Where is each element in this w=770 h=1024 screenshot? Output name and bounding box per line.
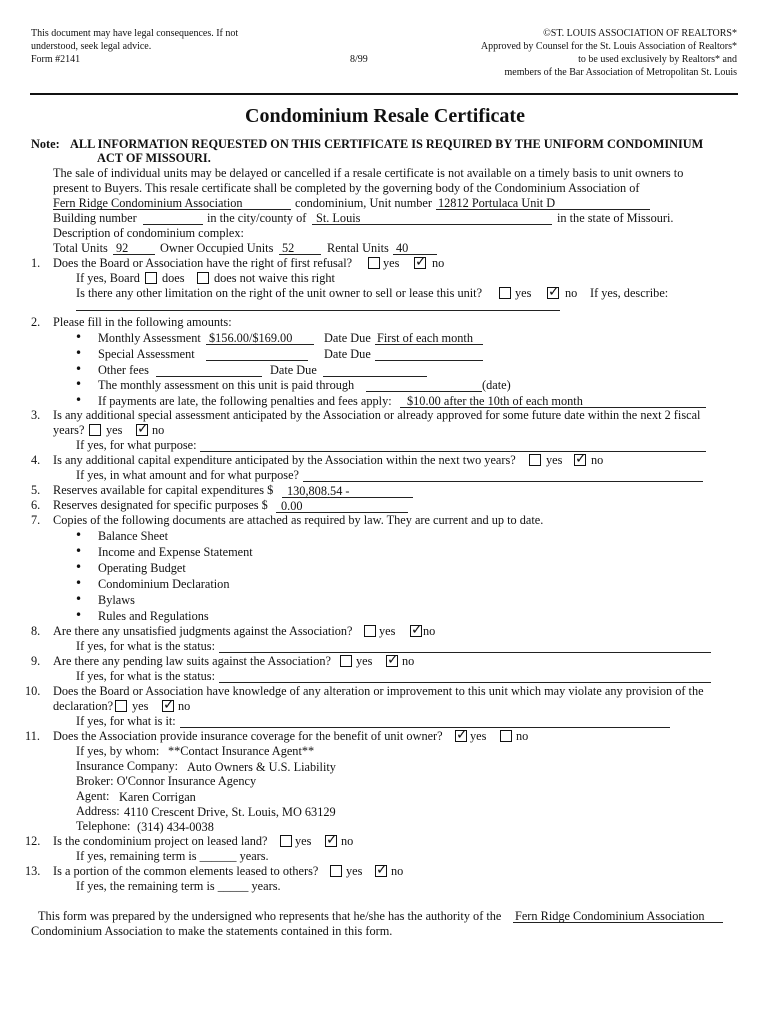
bullet: • <box>75 592 83 606</box>
other-fees-label: Other fees <box>98 363 149 377</box>
paid-through-field[interactable] <box>366 391 482 392</box>
q8-yes-checkbox[interactable] <box>364 625 376 637</box>
monthly-underline <box>206 344 314 345</box>
q1-question: Does the Board or Association have the right of first refusal? <box>53 256 353 270</box>
condominium-unit-label: condominium, Unit number <box>295 196 432 210</box>
bullet: • <box>75 560 83 574</box>
reserves-capital-field[interactable]: 130,808.54 - <box>287 484 350 498</box>
q1-number: 1. <box>31 256 41 270</box>
broker-field[interactable]: Broker: O'Connor Insurance Agency <box>76 774 257 788</box>
bullet: • <box>75 346 83 360</box>
q6-number: 6. <box>31 498 41 512</box>
checkmark-icon: ✓ <box>376 862 388 878</box>
paid-through-date-label: (date) <box>482 378 511 392</box>
q12-no-checkbox[interactable] <box>325 832 338 848</box>
city-underline <box>312 224 552 225</box>
q5-underline <box>282 497 413 498</box>
q10-question: Does the Board or Association have knowledge of any alteration or improvement to this unit which may violate any provision of the <box>53 684 704 698</box>
late-fees-field[interactable]: $10.00 after the 10th of each month <box>407 394 583 408</box>
q2-number: 2. <box>31 315 41 329</box>
q2-question: Please fill in the following amounts: <box>53 315 232 329</box>
q10-no-label: no <box>178 699 191 713</box>
checkmark-icon: ✓ <box>163 697 175 713</box>
q3-purpose-label: If yes, for what purpose: <box>76 438 197 452</box>
q9-yes-checkbox[interactable] <box>340 655 352 667</box>
rental-units-label: Rental Units <box>327 241 389 255</box>
q9-yes-label: yes <box>356 654 373 668</box>
owner-occupied-field[interactable]: 52 <box>282 241 295 255</box>
q11-no-checkbox[interactable] <box>500 730 512 742</box>
q12-question: Is the condominium project on leased land? <box>53 834 268 848</box>
q11-yes-checkbox[interactable] <box>455 727 468 743</box>
q4-amount-label: If yes, in what amount and for what purpose? <box>76 468 299 482</box>
q12-number: 12. <box>25 834 41 848</box>
q11-no-label: no <box>516 729 529 743</box>
q9-question: Are there any pending law suits against the Association? <box>53 654 331 668</box>
form-number: Form #2141 <box>31 54 81 65</box>
q1-board-label: If yes, Board <box>76 271 140 285</box>
doc-balance-sheet: Balance Sheet <box>98 529 168 543</box>
q13-no-checkbox[interactable] <box>375 862 388 878</box>
header-exclusive: to be used exclusively by Realtors* and <box>578 54 737 65</box>
q10-declaration: declaration? <box>53 699 114 713</box>
special-due-field[interactable] <box>375 360 483 361</box>
telephone-field[interactable]: (314) 434-0038 <box>137 820 214 834</box>
q7-number: 7. <box>31 513 41 527</box>
q11-by-whom-label: If yes, by whom: <box>76 744 160 758</box>
monthly-assessment-field[interactable]: $156.00/$169.00 <box>209 331 293 345</box>
city-field[interactable]: St. Louis <box>316 211 361 225</box>
q3-no-label: no <box>152 423 165 437</box>
footer-association-field[interactable]: Fern Ridge Condominium Association <box>515 909 705 923</box>
bullet: • <box>75 544 83 558</box>
bullet: • <box>75 377 83 391</box>
reserves-designated-field[interactable]: 0.00 <box>281 499 303 513</box>
q8-no-checkbox[interactable] <box>410 622 423 638</box>
special-assessment-field[interactable] <box>206 360 308 361</box>
q8-number: 8. <box>31 624 41 638</box>
q1b-yes-checkbox[interactable] <box>499 287 511 299</box>
total-units-label: Total Units <box>53 241 108 255</box>
special-assessment-label: Special Assessment <box>98 347 195 361</box>
q12-remaining-term[interactable]: If yes, remaining term is ______ years. <box>76 849 269 863</box>
q8-no-label: no <box>423 624 436 638</box>
q10-number: 10. <box>25 684 41 698</box>
q10-what-label: If yes, for what is it: <box>76 714 176 728</box>
total-underline <box>113 254 155 255</box>
q1-other-limitation: Is there any other limitation on the right of the unit owner to sell or lease this unit? <box>76 286 483 300</box>
q13-number: 13. <box>25 864 41 878</box>
q13-question: Is a portion of the common elements leased to others? <box>53 864 319 878</box>
address-label: Address: <box>76 804 120 818</box>
telephone-label: Telephone: <box>76 819 131 833</box>
total-units-field[interactable]: 92 <box>116 241 129 255</box>
q13-yes-checkbox[interactable] <box>330 865 342 877</box>
q3-yes-checkbox[interactable] <box>89 424 101 436</box>
owner-occupied-label: Owner Occupied Units <box>160 241 274 255</box>
q7-question: Copies of the following documents are attached as required by law. They are current and up to date. <box>53 513 544 527</box>
due-underline <box>375 344 483 345</box>
bullet: • <box>75 330 83 344</box>
doc-bylaws: Bylaws <box>98 593 135 607</box>
checkmark-icon: ✓ <box>387 652 399 668</box>
owner-underline <box>279 254 321 255</box>
q10-what-field[interactable] <box>180 727 670 728</box>
header-disclaimer-1: This document may have legal consequences. If not <box>31 28 239 39</box>
q1-yes-checkbox[interactable] <box>368 257 380 269</box>
q1b-yes-label: yes <box>515 286 532 300</box>
association-underline <box>53 209 291 210</box>
q8-status-label: If yes, for what is the status: <box>76 639 215 653</box>
bullet: • <box>75 608 83 622</box>
q4-number: 4. <box>31 453 41 467</box>
unit-number-field[interactable]: 12812 Portulaca Unit D <box>438 196 556 210</box>
q4-yes-label: yes <box>546 453 563 467</box>
monthly-due-field[interactable]: First of each month <box>377 331 473 345</box>
checkmark-icon: ✓ <box>137 421 149 437</box>
checkmark-icon: ✓ <box>575 451 587 467</box>
header-disclaimer-2: understood, seek legal advice. <box>31 41 152 52</box>
q3-yes-label: yes <box>106 423 123 437</box>
q1-describe-field[interactable] <box>76 310 560 311</box>
doc-rules: Rules and Regulations <box>98 609 209 623</box>
q1-no-checkbox[interactable] <box>414 254 427 270</box>
q3-years: years? <box>53 423 85 437</box>
q1-describe-label: If yes, describe: <box>590 286 669 300</box>
footer-statement-2: Condominium Association to make the statements contained in this form. <box>31 924 393 938</box>
header-divider <box>30 93 738 95</box>
q9-no-label: no <box>402 654 415 668</box>
q9-status-label: If yes, for what is the status: <box>76 669 215 683</box>
doc-income-expense: Income and Expense Statement <box>98 545 253 559</box>
bullet: • <box>75 576 83 590</box>
q10-yes-checkbox[interactable] <box>115 700 127 712</box>
state-label: in the state of Missouri. <box>557 211 674 225</box>
checkmark-icon: ✓ <box>415 254 427 270</box>
q9-no-checkbox[interactable] <box>386 652 399 668</box>
header-members: members of the Bar Association of Metropolitan St. Louis <box>504 67 737 78</box>
q3-number: 3. <box>31 408 41 422</box>
q10-no-checkbox[interactable] <box>162 697 175 713</box>
description-label: Description of condominium complex: <box>53 226 244 240</box>
footer-underline <box>513 922 723 923</box>
q4-question: Is any additional capital expenditure anticipated by the Association within the next two years? <box>53 453 516 467</box>
header-approved: Approved by Counsel for the St. Louis Association of Realtors* <box>480 41 737 52</box>
q9-status-field[interactable] <box>219 682 711 683</box>
intro-paragraph-1: The sale of individual units may be delayed or cancelled if a resale certificate is not available on a timely basis to unit owners to <box>53 166 684 180</box>
checkmark-icon: ✓ <box>326 832 338 848</box>
note-line-2: ACT OF MISSOURI. <box>97 151 211 165</box>
q8-status-field[interactable] <box>219 652 711 653</box>
q3-no-checkbox[interactable] <box>136 421 149 437</box>
bullet: • <box>75 362 83 376</box>
monthly-due-label: Date Due <box>324 331 371 345</box>
note-label: Note: <box>31 137 60 151</box>
bullet: • <box>75 393 83 407</box>
q1-yes-label: yes <box>383 256 400 270</box>
doc-declaration: Condominium Declaration <box>98 577 230 591</box>
checkmark-icon: ✓ <box>456 727 468 743</box>
note-line-1: ALL INFORMATION REQUESTED ON THIS CERTIFICATE IS REQUIRED BY THE UNIFORM CONDOMINIUM <box>70 137 704 151</box>
q4-amount-field[interactable] <box>303 481 703 482</box>
q6-label: Reserves designated for specific purposes $ <box>53 498 268 512</box>
special-due-label: Date Due <box>324 347 371 361</box>
checkmark-icon: ✓ <box>548 284 560 300</box>
other-fees-field[interactable] <box>156 376 262 377</box>
q9-number: 9. <box>31 654 41 668</box>
q11-by-whom-field[interactable]: **Contact Insurance Agent** <box>168 744 315 758</box>
q3-question: Is any additional special assessment anticipated by the Association or already approved for some future date within the next 2 fiscal <box>53 408 701 422</box>
q12-no-label: no <box>341 834 354 848</box>
q3-purpose-field[interactable] <box>200 451 706 452</box>
late-fees-label: If payments are late, the following penalties and fees apply: <box>98 394 392 408</box>
bullet: • <box>75 528 83 542</box>
building-number-field[interactable] <box>143 224 203 225</box>
q1-does-label: does <box>162 271 185 285</box>
q12-yes-checkbox[interactable] <box>280 835 292 847</box>
rental-units-field[interactable]: 40 <box>396 241 409 255</box>
q1-does-not-checkbox[interactable] <box>197 272 209 284</box>
building-number-label: Building number <box>53 211 137 225</box>
q5-number: 5. <box>31 483 41 497</box>
q11-question: Does the Association provide insurance coverage for the benefit of unit owner? <box>53 729 443 743</box>
agent-field[interactable]: Karen Corrigan <box>119 790 196 804</box>
unit-underline <box>436 209 650 210</box>
association-name-field[interactable]: Fern Ridge Condominium Association <box>53 196 243 210</box>
q11-yes-label: yes <box>470 729 487 743</box>
intro-paragraph-2: present to Buyers. This resale certificate shall be completed by the governing body of the Condominium Association of <box>53 181 640 195</box>
q1b-no-checkbox[interactable] <box>547 284 560 300</box>
monthly-assessment-label: Monthly Assessment <box>98 331 201 345</box>
form-date: 8/99 <box>350 54 368 65</box>
q1-does-not-label: does not waive this right <box>214 271 335 285</box>
city-label: in the city/county of <box>207 211 307 225</box>
insurance-company-field[interactable]: Auto Owners & U.S. Liability <box>187 760 336 774</box>
q12-yes-label: yes <box>295 834 312 848</box>
q4-yes-checkbox[interactable] <box>529 454 541 466</box>
footer-statement-1: This form was prepared by the undersigned who represents that he/she has the authority of the <box>38 909 502 923</box>
q11-number: 11. <box>25 729 40 743</box>
address-field[interactable]: 4110 Crescent Drive, St. Louis, MO 63129 <box>124 805 336 819</box>
q10-yes-label: yes <box>132 699 149 713</box>
q1b-no-label: no <box>565 286 578 300</box>
q1-no-label: no <box>432 256 445 270</box>
agent-label: Agent: <box>76 789 110 803</box>
checkmark-icon: ✓ <box>411 622 423 638</box>
q13-no-label: no <box>391 864 404 878</box>
page-title: Condominium Resale Certificate <box>245 105 525 127</box>
other-due-field[interactable] <box>323 376 427 377</box>
q13-yes-label: yes <box>346 864 363 878</box>
q13-remaining-term[interactable]: If yes, the remaining term is _____ years. <box>76 879 281 893</box>
insurance-company-label: Insurance Company: <box>76 759 179 773</box>
paid-through-label: The monthly assessment on this unit is paid through <box>98 378 355 392</box>
q4-no-checkbox[interactable] <box>574 451 587 467</box>
q5-label: Reserves available for capital expenditures $ <box>53 483 274 497</box>
q4-no-label: no <box>591 453 604 467</box>
q1-does-checkbox[interactable] <box>145 272 157 284</box>
doc-operating-budget: Operating Budget <box>98 561 186 575</box>
header-copyright: ©ST. LOUIS ASSOCIATION OF REALTORS* <box>543 28 737 39</box>
q8-yes-label: yes <box>379 624 396 638</box>
other-due-label: Date Due <box>270 363 317 377</box>
q8-question: Are there any unsatisfied judgments against the Association? <box>53 624 353 638</box>
